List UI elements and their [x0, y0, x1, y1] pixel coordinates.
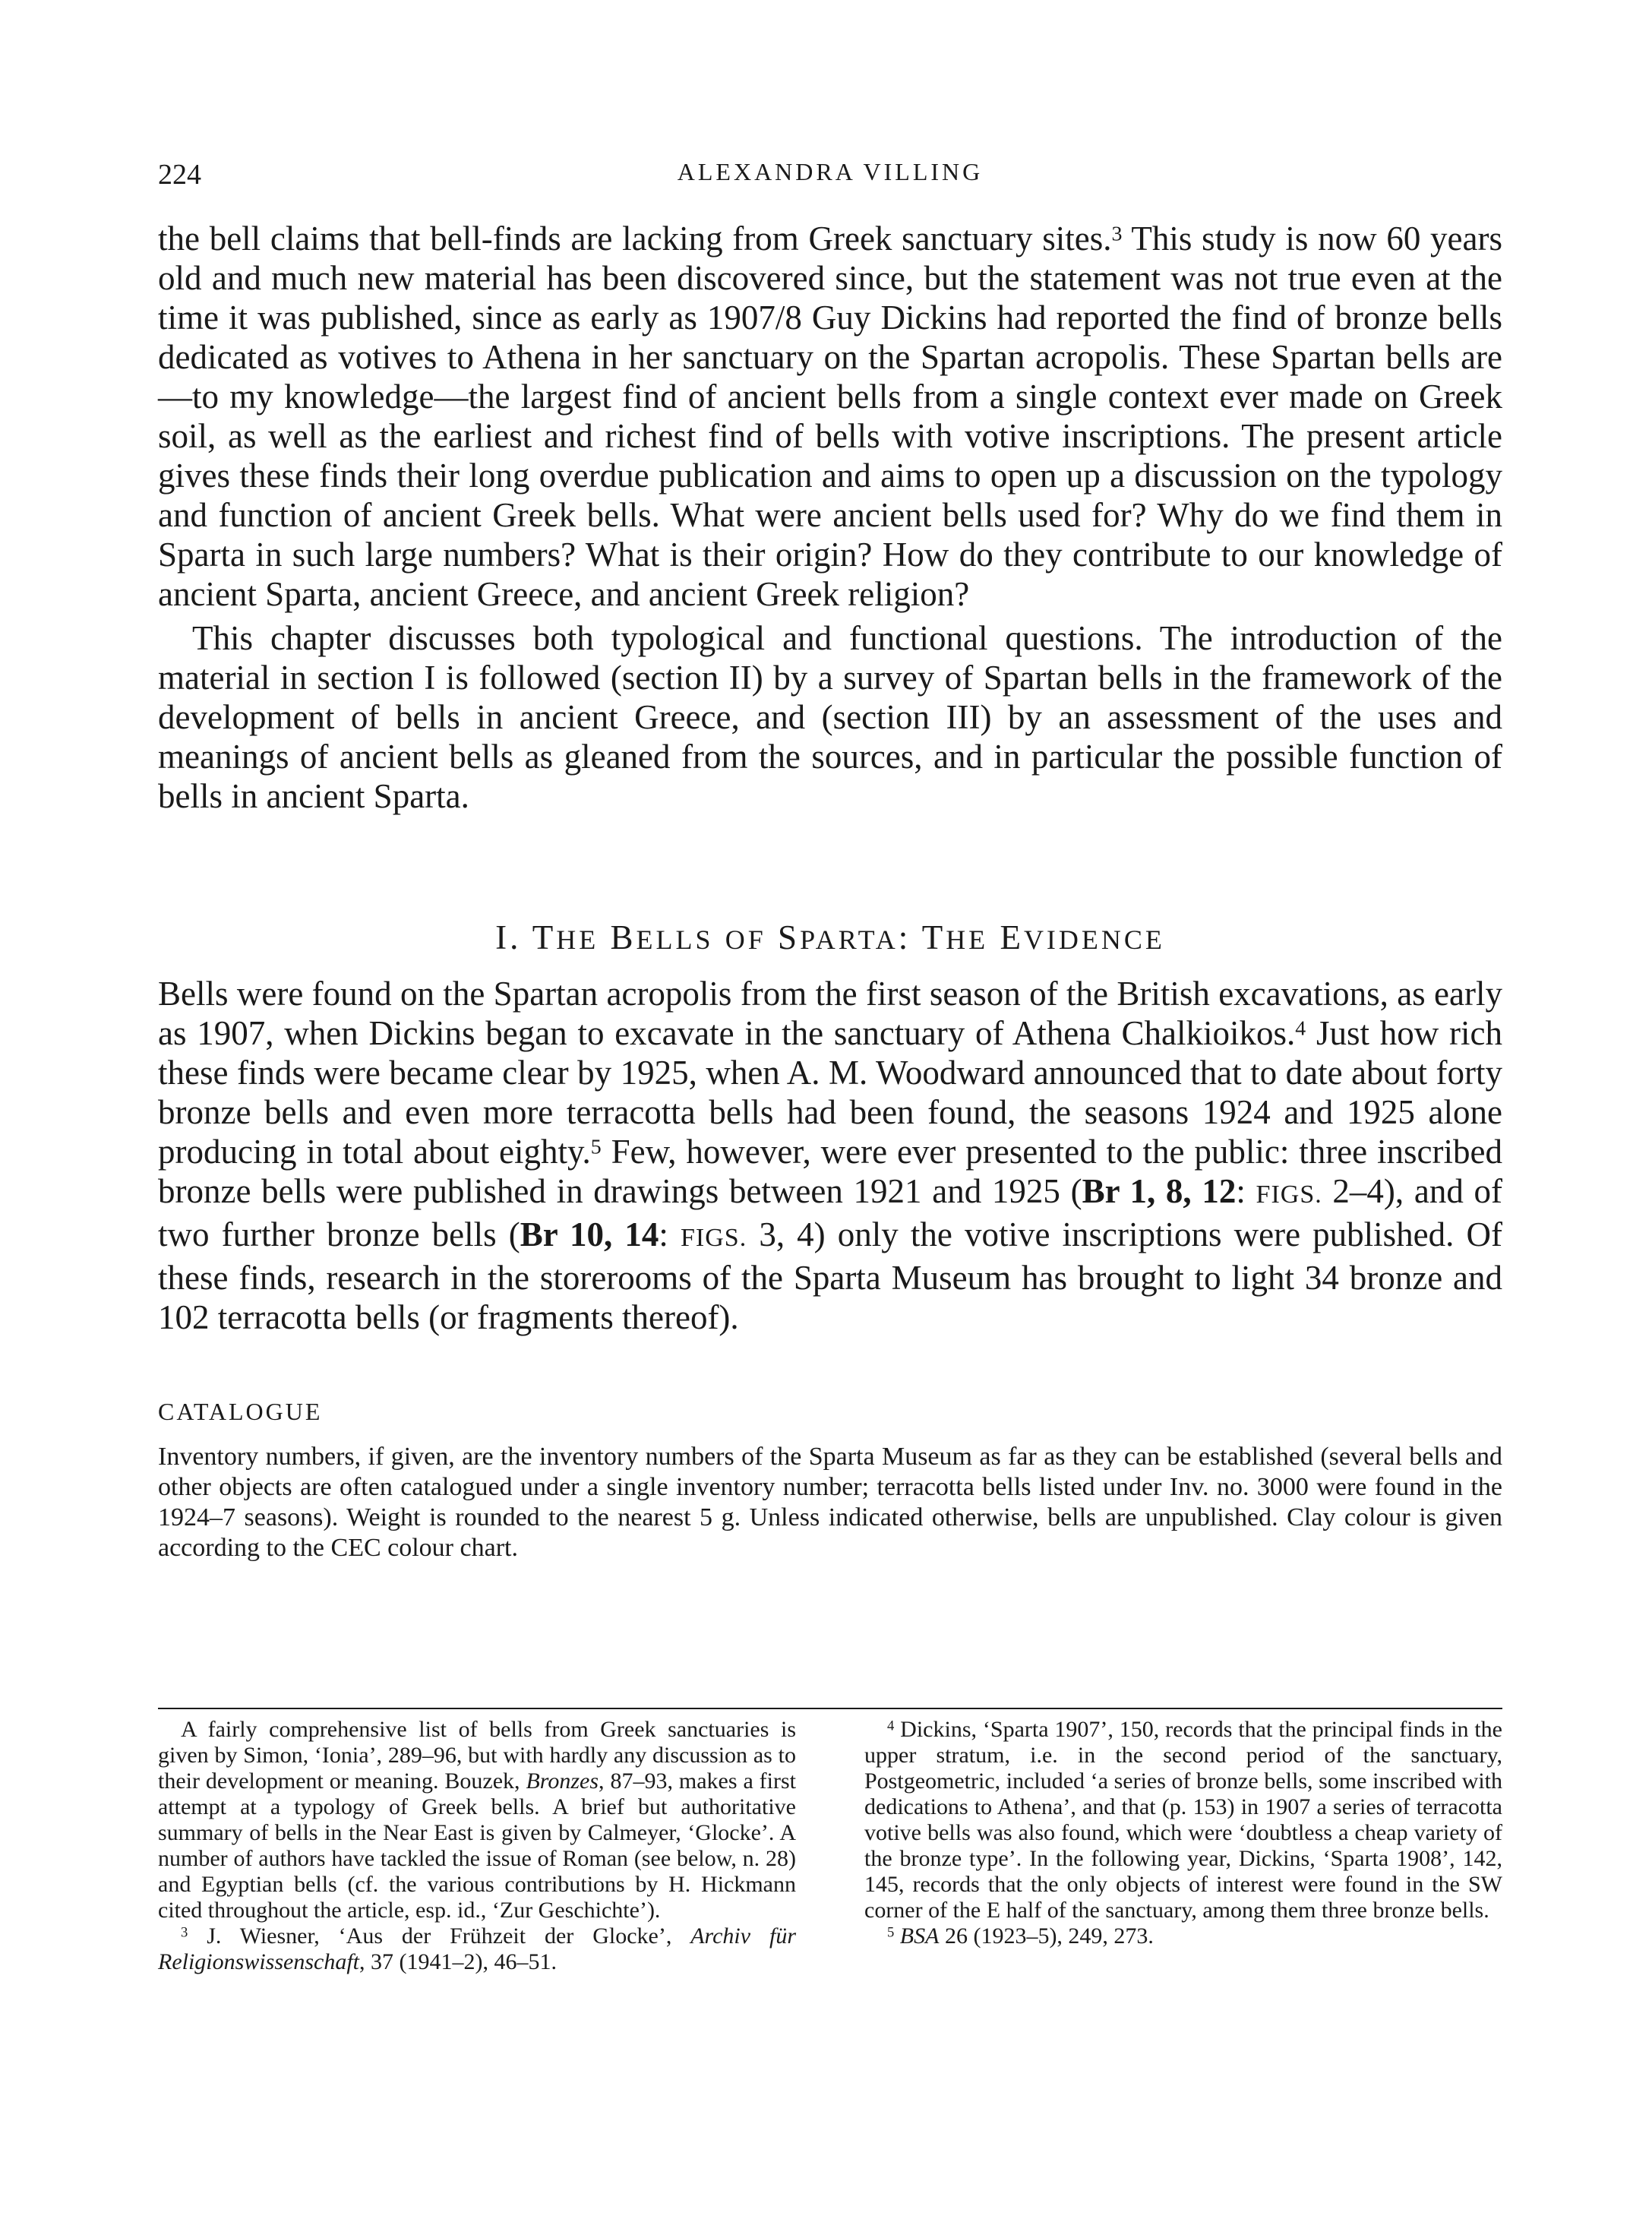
catalogue-intro: Inventory numbers, if given, are the inventory numbers of the Sparta Museum as far as they can be established (several bells and other objects are often catalogued under a single inventory number; terracotta bells listed under Inv. no. 3000 were found in the 1924–7 seasons). Weight is rounded to the nearest 5 g. Unless indicated otherwise, bells are unpublished. Clay colour is given according to the CEC colour chart.	[158, 1443, 1502, 1562]
footnote-3: $^3$ J. Wiesner, ‘Aus der Frühzeit der Glocke’, Archiv für Religionswissenschaft, 37 (1941–2), 46–51.	[158, 1923, 796, 1974]
footnotes-right-column	[864, 1717, 1502, 1949]
footnotes-left-column	[158, 1717, 796, 1975]
footnote-ref-5[interactable]: 5	[590, 1135, 602, 1159]
catalogue-ref-bold: Br 10, 14	[520, 1215, 659, 1253]
footnote-divider	[158, 1708, 1502, 1709]
section-paragraph: Bells were found on the Spartan acropolis from the first season of the British excavations, as early as 1907, when Dickins began to excavate in the sanctuary of Athena Chalkioikos.$^4$ Just how rich these finds were became clear by 1925, when A. M. Woodward announced that to date about forty bronze bells and even more terracotta bells had been found, the seasons 1924 and 1925 alone producing in total about eighty.$^5$ Few, however, were ever presented to the public: three inscribed bronze bells were published in drawings between 1921 and 1925 (Br 1, 8, 12: FIGS. 2–4), and of two further bronze bells (Br 10, 14: FIGS. 3, 4) only the votive inscriptions were published. Of these finds, research in the storerooms of the Sparta Museum has brought to light 34 bronze and 102 terracotta bells (or fragments thereof).	[158, 975, 1502, 1336]
section-heading: I. THE BELLS OF SPARTA: THE EVIDENCE	[495, 918, 1165, 956]
intro-paragraph-2: This chapter discusses both typological and functional questions. The introduction of the material in section I is followed (section II) by a survey of Spartan bells in the framework of the development of bells in ancient Greece, and (section III) by an assessment of the uses and meanings of ancient bells as gleaned from the sources, and in particular the possible function of bells in ancient Sparta.	[158, 619, 1502, 815]
footnote-4: $^4$ Dickins, ‘Sparta 1907’, 150, records that the principal finds in the upper stratum, i.e. in the second period of the sanctuary, Postgeometric, included ‘a series of bronze bells, some inscribed with dedications to Athena’, and that (p. 153) in 1907 a series of terracotta votive bells was also found, which were ‘doubtless a cheap variety of the bronze type’. In the following year, Dickins, ‘Sparta 1908’, 142, 145, records that the only objects of interest were found in the SW corner of the E half of the sanctuary, among them three bronze bells.	[864, 1717, 1502, 1923]
running-head	[158, 158, 1502, 196]
catalogue-heading: CATALOGUE	[158, 1398, 323, 1425]
footnote-5: $^5$ BSA 26 (1923–5), 249, 273.	[887, 1923, 1154, 1949]
footnote-2: A fairly comprehensive list of bells from Greek sanctuaries is given by Simon, ‘Ionia’, 289–96, but with hardly any discussion as to their development or meaning. Bouzek, Bronzes, 87–93, makes a first attempt at a typology of Greek bells. A brief but authoritative summary of bells in the Near East is given by Calmeyer, ‘Glocke’. A number of authors have tackled the issue of Roman (see below, n. 28) and Egyptian bells (cf. the various contributions by H. Hickmann cited throughout the article, esp. id., ‘Zur Geschichte’).	[158, 1717, 796, 1923]
intro-text	[158, 219, 1502, 816]
running-title: ALEXANDRA VILLING	[677, 158, 984, 185]
intro-paragraph-1: the bell claims that bell-finds are lacking from Greek sanctuary sites.$^3$ This study is now 60 years old and much new material has been discovered since, but the statement was not true even at the time it was published, since as early as 1907/8 Guy Dickins had reported the find of bronze bells dedicated as votives to Athena in her sanctuary on the Spartan acropolis. These Spartan bells are—to my knowledge—the largest find of ancient bells from a single context ever made on Greek soil, as well as the earliest and richest find of bells with votive inscriptions. The present article gives these finds their long overdue publication and aims to open up a discussion on the typology and function of ancient Greek bells. What were ancient bells used for? Why do we find them in Sparta in such large numbers? What is their origin? How do they contribute to our knowledge of ancient Sparta, ancient Greece, and ancient Greek religion?	[158, 220, 1502, 613]
footnote-ref-3[interactable]: 3	[1111, 222, 1123, 246]
footnote-ref-4[interactable]: 4	[1295, 1016, 1306, 1041]
catalogue-ref-bold: Br 1, 8, 12	[1082, 1172, 1237, 1210]
page-number: 224	[158, 159, 201, 191]
